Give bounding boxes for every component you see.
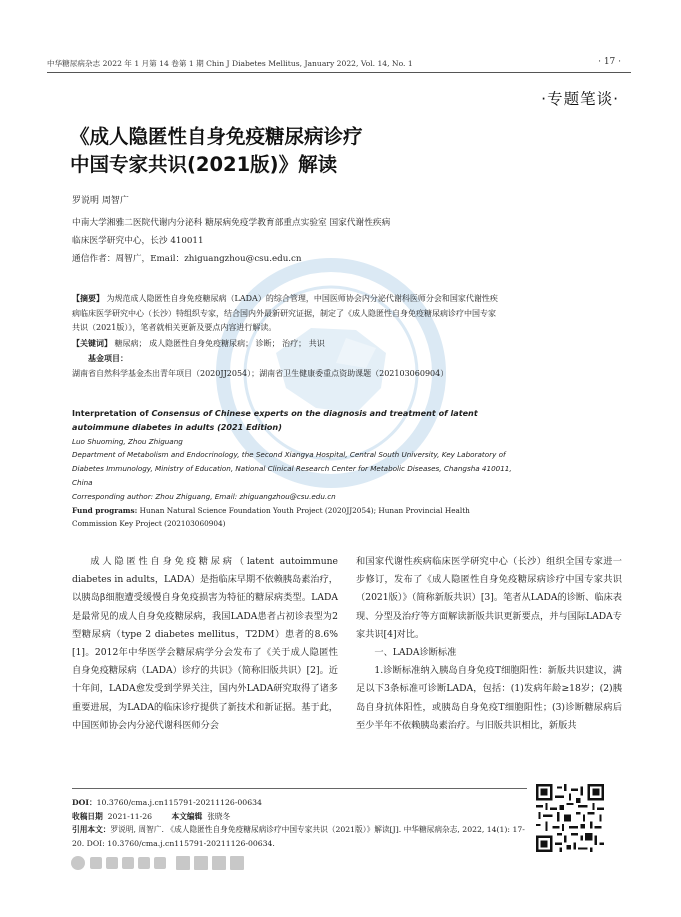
journal-logo — [70, 853, 250, 873]
english-authors: Luo Shuoming, Zhou Zhiguang — [72, 436, 183, 446]
footnote-block — [72, 796, 527, 850]
abstract-text: 为规范成人隐匿性自身免疫糖尿病（LADA）的综合管理，中国医师协会内分泌代谢科医师分会和国家代谢性疾病临床医学研究中心（长沙）特组织专家，结合国内外最新研究证据，制定了《成人隐匿性自身免疫糖尿病诊疗中国专家共识（2021版）》，笔者就相关更新及要点内容进行解读。 — [72, 294, 498, 332]
english-title: Consensus of Chinese experts on the diagnosis and treatment of latent autoimmune diabetes in adults (2021 Edition) — [72, 408, 478, 432]
doi-label: DOI： — [72, 798, 97, 807]
english-affiliation: Department of Metabolism and Endocrinology, the Second Xiangya Hospital, Central South University, Key Laboratory of Diabetes Immunology, Ministry of Education, National Clinical Research Center for Metabolic Diseases, Changsha 410011, China — [72, 450, 512, 487]
qr-code-icon[interactable] — [536, 784, 604, 852]
cite-label: 引用本文： — [72, 825, 111, 834]
body-paragraph: 1.诊断标准纳入胰岛自身免疫T细胞阳性：新版共识建议，满足以下3条标准可诊断LADA，包括：(1)发病年龄≥18岁；(2)胰岛自身抗体阳性，或胰岛自身免疫T细胞阳性；(3)诊断糖尿病后至少半年不依赖胰岛素治疗。与旧版共识相比，新版共 — [356, 665, 622, 731]
citation-text: 罗说明, 周智广. 《成人隐匿性自身免疫糖尿病诊疗中国专家共识（2021版）》解读[J]. 中华糖尿病杂志, 2022, 14(1): 17-20. DOI: 10.3760/cma.j.cn115791-20211126-00634. — [72, 825, 525, 848]
body-column-right — [356, 553, 622, 735]
title-line-1: 《成人隐匿性自身免疫糖尿病诊疗 — [70, 125, 363, 148]
body-paragraph: 成人隐匿性自身免疫糖尿病（latent autoimmune diabetes in adults，LADA）是指临床早期不依赖胰岛素治疗，以胰岛β细胞遭受缓慢自身免疫损害为特征的糖尿病类型。LADA是最常见的成人自身免疫糖尿病，我国LADA患者占初诊表型为2型糖尿病（type 2 diabetes mellitus，T2DM）患者的8.6%[1]。2012年中华医学会糖尿病学分会发布了《关于成人隐匿性自身免疫糖尿病（LADA）诊疗的共识》（简称旧版共识）[2]。近十年间，LADA愈发受到学界关注，国内外LADA研究取得了诸多重要进展，为LADA的临床诊疗提供了新技术和新证据。基于此，中国医师协会内分泌代谢科医师分会 — [72, 556, 338, 731]
fund-text: 湖南省自然科学基金杰出青年项目（2020JJ2054）；湖南省卫生健康委重点资助课题（202103060904） — [72, 368, 449, 378]
article-title — [70, 123, 363, 179]
column-label: ·专题笔谈· — [541, 90, 619, 108]
body-paragraph: 和国家代谢性疾病临床医学研究中心（长沙）组织全国专家进一步修订，发布了《成人隐匿性自身免疫糖尿病诊疗中国专家共识（2021版）》（简称新版共识）[3]。笔者从LADA的诊断、临床表现、分型及治疗等方面解读新版共识更新要点，并与国际LADA专家共识[4]对比。 — [356, 556, 622, 640]
english-fund-label: Fund programs: — [72, 505, 138, 515]
header-divider — [47, 72, 631, 73]
english-abstract — [72, 407, 512, 531]
editor-label: 本文编辑 — [171, 811, 203, 821]
english-corresponding: Corresponding author: Zhou Zhiguang, Email: zhiguangzhou@csu.edu.cn — [72, 491, 336, 501]
affiliation — [72, 214, 542, 268]
english-fund: Hunan Natural Science Foundation Youth Project (2020JJ2054); Hunan Provincial Health Commission Key Project (202103060904) — [72, 505, 470, 529]
affiliation-line-2: 临床医学研究中心，长沙 410011 — [72, 236, 204, 246]
title-line-2: 中国专家共识(2021版)》解读 — [70, 153, 338, 176]
corresponding-author: 通信作者：周智广，Email：zhiguangzhou@csu.edu.cn — [72, 254, 302, 264]
keywords-label: 【关键词】 — [72, 337, 112, 348]
page-number: · 17 · — [598, 57, 621, 67]
english-title-prefix: Interpretation of — [72, 408, 149, 418]
received-label: 收稿日期 — [72, 811, 103, 821]
section-heading: 一、LADA诊断标准 — [374, 647, 457, 659]
abstract-block — [72, 291, 503, 381]
authors: 罗说明 周智广 — [72, 196, 129, 206]
fund-label: 基金项目： — [88, 353, 128, 363]
editor-name: 张晓冬 — [207, 811, 231, 821]
affiliation-line-1: 中南大学湘雅二医院代谢内分泌科 糖尿病免疫学教育部重点实验室 国家代谢性疾病 — [72, 218, 391, 228]
doi-link[interactable]: 10.3760/cma.j.cn115791-20211126-00634 — [96, 798, 262, 807]
footnote-divider — [72, 788, 527, 789]
body-column-left — [72, 553, 338, 735]
received-date: 2021-11-26 — [107, 811, 152, 821]
abstract-label: 【摘要】 — [72, 293, 104, 303]
keywords-text: 糖尿病； 成人隐匿性自身免疫糖尿病； 诊断； 治疗； 共识 — [114, 338, 325, 348]
journal-header: 中华糖尿病杂志 2022 年 1 月第 14 卷第 1 期 Chin J Diabetes Mellitus, January 2022, Vol. 14, No. 1 — [47, 59, 413, 68]
